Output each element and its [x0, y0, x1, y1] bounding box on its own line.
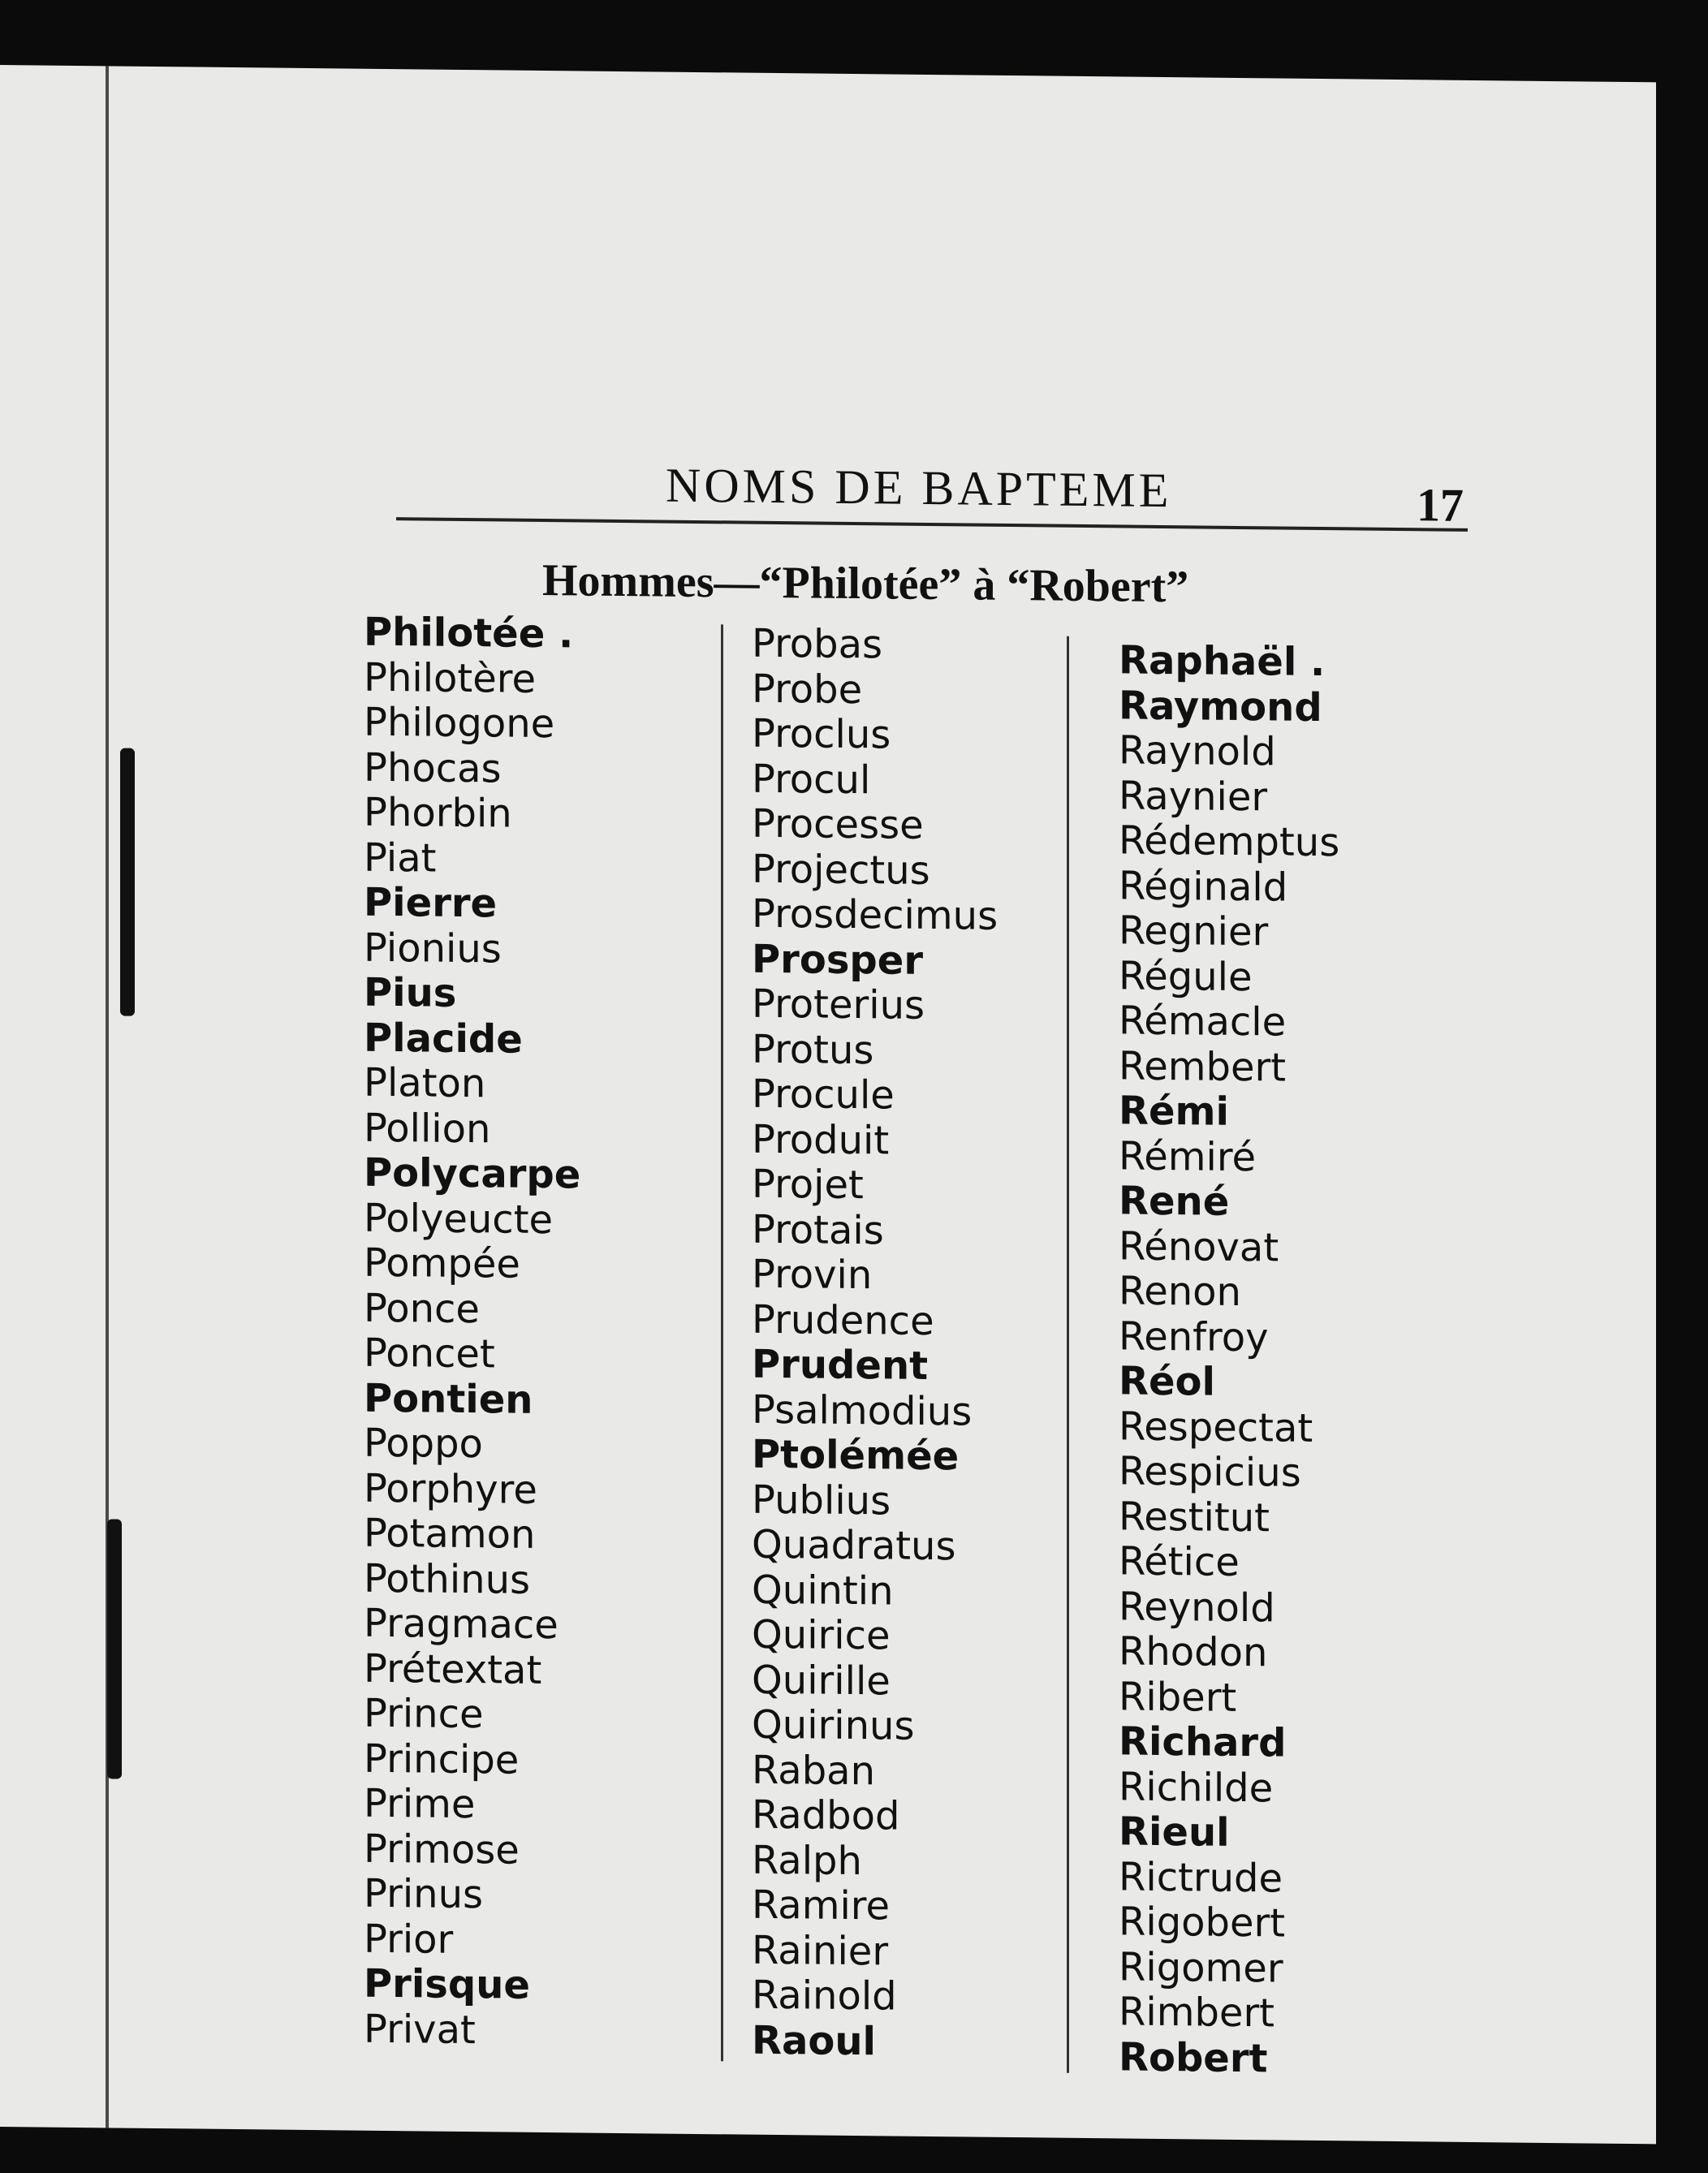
name-entry: Quirice [752, 1611, 891, 1659]
names-column-3 [1119, 638, 1339, 2082]
name-entry: Regnier [1119, 908, 1269, 955]
name-entry: Rémiré [1119, 1132, 1257, 1180]
name-entry: Pierre [364, 879, 498, 927]
name-entry: Respectat [1119, 1403, 1313, 1451]
name-entry: Prosdecimus [752, 890, 998, 939]
name-entry: Rigomer [1119, 1943, 1283, 1992]
name-entry: Procule [752, 1071, 895, 1119]
name-entry: Rembert [1119, 1042, 1287, 1091]
name-entry: Robert [1119, 2033, 1268, 2081]
name-entry: Rhodon [1119, 1628, 1268, 1676]
name-entry: Psalmodius [752, 1386, 973, 1435]
name-entry: Raphaël . [1119, 637, 1326, 686]
name-entry: Prior [364, 1916, 454, 1963]
name-entry: Rieul [1119, 1809, 1230, 1856]
name-entry: Pragmace [364, 1600, 559, 1649]
name-entry: Philotère [364, 654, 536, 702]
names-column-2 [752, 622, 998, 2066]
name-entry: Quirille [752, 1657, 891, 1704]
name-entry: Renon [1119, 1268, 1241, 1316]
name-entry: Pionius [364, 925, 502, 972]
name-entry: Produit [752, 1116, 890, 1163]
name-entry: Réginald [1119, 862, 1288, 911]
name-entry: Phorbin [364, 789, 512, 837]
name-entry: Rétice [1119, 1538, 1240, 1585]
name-entry: Projet [752, 1161, 864, 1209]
staple [107, 1519, 122, 1778]
name-entry: Philogone [364, 699, 555, 748]
name-entry: Renfroy [1119, 1313, 1269, 1360]
name-entry: Projectus [752, 846, 930, 894]
name-entry: Poncet [364, 1330, 495, 1378]
name-entry: Porphyre [364, 1465, 537, 1513]
name-entry: Rictrude [1119, 1853, 1283, 1902]
name-entry: Placide [364, 1015, 523, 1063]
name-entry: Platon [364, 1059, 486, 1107]
name-entry: Proterius [752, 981, 925, 1028]
name-entry: Probe [752, 666, 863, 713]
name-entry: Quadratus [752, 1521, 956, 1570]
staple [120, 748, 135, 1016]
name-entry: Richilde [1119, 1763, 1274, 1811]
name-entry: Reynold [1119, 1583, 1275, 1631]
name-entry: Philotée . [364, 609, 574, 658]
name-entry: Raynold [1119, 727, 1276, 775]
name-entry: Piat [364, 834, 437, 882]
name-entry: Publius [752, 1477, 891, 1524]
name-entry: Restitut [1119, 1493, 1270, 1541]
name-entry: Prosper [752, 936, 923, 984]
name-entry: Processe [752, 800, 924, 848]
name-entry: Respicius [1119, 1448, 1301, 1496]
name-entry: Rainold [752, 1972, 897, 2020]
name-entry: Ramire [752, 1882, 891, 1929]
name-entry: Quirinus [752, 1701, 915, 1749]
name-entry: Pothinus [364, 1555, 531, 1603]
name-entry: Rédemptus [1119, 817, 1340, 866]
name-entry: Rainier [752, 1927, 889, 1974]
column-divider [721, 624, 723, 2061]
name-entry: Ralph [752, 1837, 862, 1884]
name-entry: Poppo [364, 1420, 483, 1468]
name-entry: Primose [364, 1826, 520, 1873]
name-entry: Pius [364, 969, 457, 1016]
name-entry: Polycarpe [364, 1149, 581, 1198]
running-header: NOMS DE BAPTEME [666, 458, 1172, 518]
book-page [0, 65, 1656, 2144]
name-entry: Réol [1119, 1358, 1215, 1405]
name-entry: Probas [752, 620, 883, 668]
name-entry: Protais [752, 1206, 884, 1253]
name-entry: Proclus [752, 710, 891, 758]
section-subtitle: Hommes—“Philotée” à “Robert” [542, 554, 1189, 613]
name-entry: Pontien [364, 1375, 533, 1423]
name-entry: Quintin [752, 1567, 894, 1615]
name-entry: Prudent [752, 1341, 929, 1389]
name-entry: Pompée [364, 1240, 520, 1287]
name-entry: Procul [752, 756, 871, 803]
name-entry: Prinus [364, 1870, 484, 1918]
name-entry: Prudence [752, 1296, 934, 1344]
name-entry: Privat [364, 2006, 476, 2053]
name-entry: Phocas [364, 744, 502, 791]
name-entry: Pollion [364, 1105, 491, 1152]
name-entry: Provin [752, 1251, 873, 1299]
name-entry: Ribert [1119, 1673, 1237, 1721]
name-entry: Polyeucte [364, 1195, 554, 1243]
name-entry: Ptolémée [752, 1431, 960, 1480]
name-entry: Prince [364, 1690, 484, 1738]
name-entry: Radbod [752, 1791, 900, 1839]
name-entry: Principe [364, 1735, 520, 1783]
name-entry: Raoul [752, 2017, 876, 2064]
name-entry: René [1119, 1178, 1230, 1225]
name-entry: Rigobert [1119, 1899, 1286, 1947]
name-entry: Raymond [1119, 682, 1322, 731]
name-entry: Prime [364, 1780, 476, 1828]
names-column-1 [364, 610, 580, 2054]
name-entry: Potamon [364, 1510, 536, 1558]
header-rule [396, 517, 1468, 532]
name-entry: Raban [752, 1747, 876, 1794]
name-entry: Prisque [364, 1960, 530, 2008]
name-entry: Ponce [364, 1285, 480, 1332]
name-entry: Régule [1119, 952, 1253, 1000]
name-entry: Richard [1119, 1718, 1287, 1766]
name-entry: Protus [752, 1026, 874, 1073]
name-entry: Rémi [1119, 1088, 1229, 1135]
name-entry: Rimbert [1119, 1989, 1275, 2037]
name-entry: Prétextat [364, 1645, 542, 1693]
name-entry: Rémacle [1119, 998, 1287, 1046]
binding-gutter-line [106, 66, 109, 2128]
page-number: 17 [1417, 478, 1464, 532]
column-divider [1067, 636, 1069, 2073]
name-entry: Rénovat [1119, 1222, 1279, 1270]
name-entry: Raynier [1119, 772, 1268, 820]
